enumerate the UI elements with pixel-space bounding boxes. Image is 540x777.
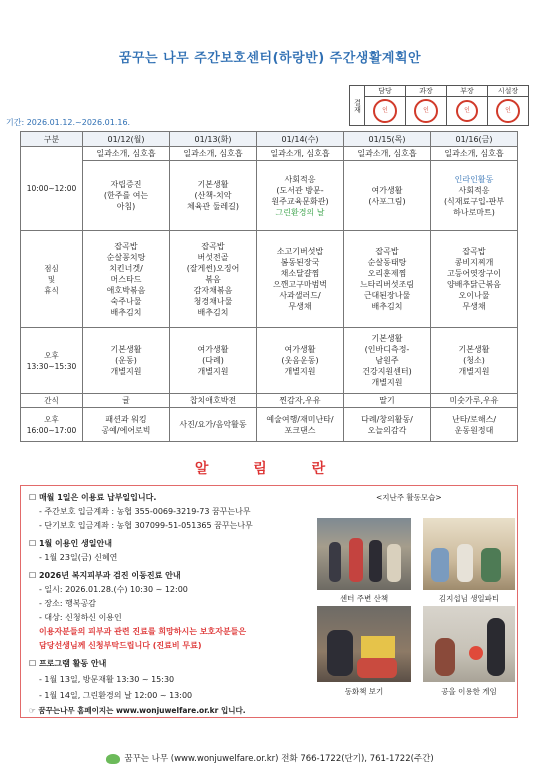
intro-cell: 일과소개, 심호흡 [170, 147, 257, 161]
afternoon-cell: 기본생활 (인바디측정- 남원주 건강지원센터) 개별지원 [344, 328, 431, 394]
notice-red-text: 담당선생님께 신청부탁드립니다 (진료비 무료) [39, 641, 202, 650]
activity-cell [344, 161, 431, 231]
stamp-icon: 인 [496, 99, 520, 123]
approval-head: 부장 [447, 86, 488, 97]
schedule-table [20, 131, 518, 442]
photos-title: <지난주 활동모습> [376, 493, 442, 502]
snack-cell: 딸기 [344, 394, 431, 408]
header-cell: 01/13(화) [170, 132, 257, 147]
notice-line: - 1월 23일(금) 신혜연 [39, 553, 118, 562]
lunch-cell: 잡곡밥 순살꽁치탕 치킨너겟/ 머스타드 애호박볶음 숙주나물 배추김치 [83, 231, 170, 328]
late-cell: 난타/로해스/ 운동원정대 [431, 408, 518, 442]
lunch-cell: 잡곡밥 콩비지찌개 고등어엿장구이 양배추닭근볶음 오이나물 무생채 [431, 231, 518, 328]
lunch-cell: 잡곡밥 순살동태탕 오리훈제찜 느타리버섯조림 근대된장나물 배추김치 [344, 231, 431, 328]
snack-cell: 찹치애호박전 [170, 394, 257, 408]
approval-signature [406, 97, 447, 126]
morning-label: 10:00~12:00 [21, 147, 83, 231]
lunch-label: 점심 및 휴식 [21, 231, 83, 328]
notice-line: - 일시: 2026.01.28.(수) 10:30 ~ 12:00 [39, 585, 188, 594]
activity-cell [170, 161, 257, 231]
late-cell: 다례/창의활동/ 오늘의감각 [344, 408, 431, 442]
stamp-icon: 인 [373, 99, 397, 123]
photo-caption: 공을 이용한 게임 [441, 687, 497, 696]
afternoon-cell: 여가생활 (웃음운동) 개별지원 [257, 328, 344, 394]
intro-cell: 일과소개, 심호흡 [83, 147, 170, 161]
activity-cell [431, 161, 518, 231]
stamp-icon: 인 [414, 99, 438, 123]
notice-box [20, 485, 518, 718]
snack-label: 간식 [21, 394, 83, 408]
lunch-cell: 잡곡밥 버섯전골 (잘게썬)오징어 볶음 감자채볶음 청경채나물 배추김치 [170, 231, 257, 328]
notice-line: - 1월 14일, 그린환경의 날 12:00 ~ 13:00 [39, 691, 193, 700]
notice-item-head: ☐ 1월 이용인 생일안내 [29, 539, 112, 548]
late-cell: 사진/요가/음악활동 [170, 408, 257, 442]
late-label: 오후 16:00~17:00 [21, 408, 83, 442]
schedule-header-row [21, 132, 518, 147]
approval-head: 과장 [406, 86, 447, 97]
homepage-link[interactable]: ☞ 꿈꾸는나무 홈페이지는 www.wonjuwelfare.or.kr 입니다. [29, 706, 246, 715]
intro-cell: 일과소개, 심호흡 [344, 147, 431, 161]
footer [0, 752, 540, 764]
notice-line: - 주간보호 입금계좌 : 농협 355-0069-3219-73 꿈꾸는나무 [39, 507, 251, 516]
header-cell: 구분 [21, 132, 83, 147]
logo-icon [106, 754, 120, 764]
afternoon-cell: 기본생활 (청소) 개별지원 [431, 328, 518, 394]
period-text: 기간: 2026.01.12.~2026.01.16. [6, 118, 131, 127]
notice-item-head: ☐ 프로그램 활동 안내 [29, 659, 107, 668]
activity-cell [257, 161, 344, 231]
green-day-text: 그린환경의 날 [275, 207, 325, 217]
inline-activity-text: 인라인활동 [454, 174, 494, 184]
snack-cell: 찐감자,우유 [257, 394, 344, 408]
photo-caption: 센터 주변 산책 [339, 594, 389, 603]
snack-cell: 귤 [83, 394, 170, 408]
approval-signature [488, 97, 529, 126]
late-cell: 패션과 워킹 공예/에어로빅 [83, 408, 170, 442]
activity-text: 기본생활 (산책-치악 체육관 둘레길) [186, 180, 240, 211]
approval-box [349, 85, 529, 126]
notice-line: - 단기보호 입금계좌 : 농협 307099-51-051365 꿈꾸는나무 [39, 521, 253, 530]
late-cell: 예술여행/재미난타/ 포크댄스 [257, 408, 344, 442]
notice-item-head: ☐ 2026년 복지피부과 검진 이동진료 안내 [29, 571, 181, 580]
activity-text: 사회적응 (도서관 방문- 원주교육문화관) [271, 174, 329, 206]
activity-text: 여가생활 (사포그림) [368, 185, 406, 206]
approval-signature [447, 97, 488, 126]
notice-line: - 대상: 신청하신 이용인 [39, 613, 122, 622]
afternoon-label: 오후 13:30~15:30 [21, 328, 83, 394]
snack-cell: 미숫가루,우유 [431, 394, 518, 408]
intro-cell: 일과소개, 심호흡 [431, 147, 518, 161]
header-cell: 01/12(월) [83, 132, 170, 147]
header-cell: 01/15(목) [344, 132, 431, 147]
intro-cell: 일과소개, 심호흡 [257, 147, 344, 161]
approval-head: 담당 [365, 86, 406, 97]
notice-red-text: 이용자분들의 피부과 관련 진료를 희망하시는 보호자분들은 [39, 627, 247, 636]
activity-photo [423, 518, 515, 590]
footer-text: 꿈꾸는 나무 (www.wonjuwelfare.or.kr) 전화 766-1722(단기), 761-1722(주간) [124, 754, 434, 764]
afternoon-cell: 여가생활 (다례) 개별지원 [170, 328, 257, 394]
notice-line: - 장소: 행복공감 [39, 599, 97, 608]
activity-text: 자립증진 (한주를 여는 아침) [103, 180, 149, 211]
page-title: 꿈꾸는 나무 주간보호센터(하랑반) 주간생활계획안 [118, 51, 422, 66]
activity-text: 사회적응 (식재료구입-판부 하나로마트) [443, 185, 505, 217]
stamp-icon: 인 [456, 100, 478, 122]
photo-caption: 동화책 보기 [344, 687, 384, 696]
activity-photo [317, 606, 411, 682]
header-cell: 01/14(수) [257, 132, 344, 147]
approval-signature [365, 97, 406, 126]
afternoon-cell: 기본생활 (운동) 개별지원 [83, 328, 170, 394]
notice-heading: 알 림 란 [194, 461, 346, 477]
header-cell: 01/16(금) [431, 132, 518, 147]
approval-label: 결재 [350, 86, 365, 126]
notice-line: - 1월 13일, 방문재활 13:30 ~ 15:30 [39, 675, 175, 684]
notice-item-head: ☐ 매월 1일은 이용료 납부일입니다. [29, 493, 157, 502]
activity-photo [423, 606, 515, 682]
activity-cell [83, 161, 170, 231]
lunch-cell: 소고기버섯밥 봄동된장국 채소달걀찜 으깬고구마범벅 사과샐러드/ 무생채 [257, 231, 344, 328]
approval-head: 시설장 [488, 86, 529, 97]
activity-photo [317, 518, 411, 590]
photo-caption: 김지섭님 생일파티 [438, 594, 500, 603]
